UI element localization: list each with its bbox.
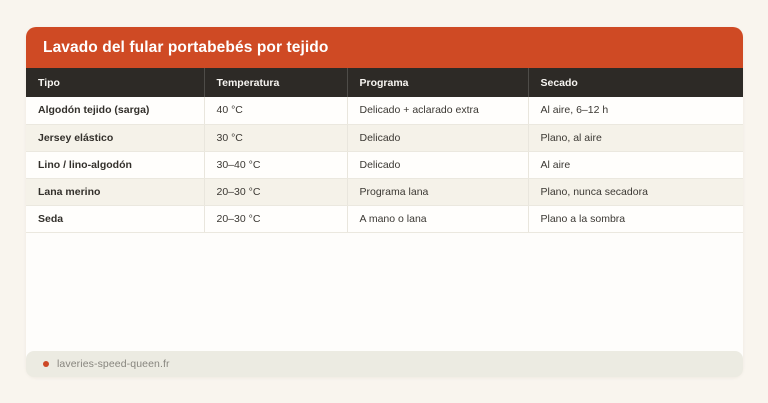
- wash-table: [26, 68, 743, 233]
- cell-programa: Delicado: [347, 151, 528, 178]
- table-header-row: [26, 68, 743, 97]
- card-title-bar: [26, 27, 743, 68]
- cell-tipo: Algodón tejido (sarga): [26, 97, 204, 124]
- cell-secado: Al aire: [528, 151, 743, 178]
- cell-tipo: Jersey elástico: [26, 124, 204, 151]
- table-row: [26, 124, 743, 151]
- cell-tipo: Lino / lino-algodón: [26, 151, 204, 178]
- column-header-temperatura: Temperatura: [204, 68, 347, 97]
- cell-secado: Al aire, 6–12 h: [528, 97, 743, 124]
- source-dot-icon: [43, 361, 49, 367]
- table-row: [26, 205, 743, 232]
- cell-secado: Plano, nunca secadora: [528, 178, 743, 205]
- info-card: [26, 27, 743, 377]
- page-title: Lavado del fular portabebés por tejido: [43, 38, 329, 56]
- cell-programa: Delicado + aclarado extra: [347, 97, 528, 124]
- table-body: [26, 97, 743, 232]
- cell-programa: Programa lana: [347, 178, 528, 205]
- column-header-tipo: Tipo: [26, 68, 204, 97]
- table-row: [26, 151, 743, 178]
- table-header: [26, 68, 743, 97]
- cell-temperatura: 30 °C: [204, 124, 347, 151]
- cell-secado: Plano a la sombra: [528, 205, 743, 232]
- source-bar: [26, 351, 743, 377]
- cell-tipo: Seda: [26, 205, 204, 232]
- cell-secado: Plano, al aire: [528, 124, 743, 151]
- cell-temperatura: 20–30 °C: [204, 178, 347, 205]
- cell-programa: A mano o lana: [347, 205, 528, 232]
- table-row: [26, 178, 743, 205]
- cell-temperatura: 20–30 °C: [204, 205, 347, 232]
- cell-temperatura: 40 °C: [204, 97, 347, 124]
- cell-tipo: Lana merino: [26, 178, 204, 205]
- cell-programa: Delicado: [347, 124, 528, 151]
- source-text: laveries-speed-queen.fr: [57, 358, 170, 370]
- column-header-programa: Programa: [347, 68, 528, 97]
- column-header-secado: Secado: [528, 68, 743, 97]
- table-row: [26, 97, 743, 124]
- cell-temperatura: 30–40 °C: [204, 151, 347, 178]
